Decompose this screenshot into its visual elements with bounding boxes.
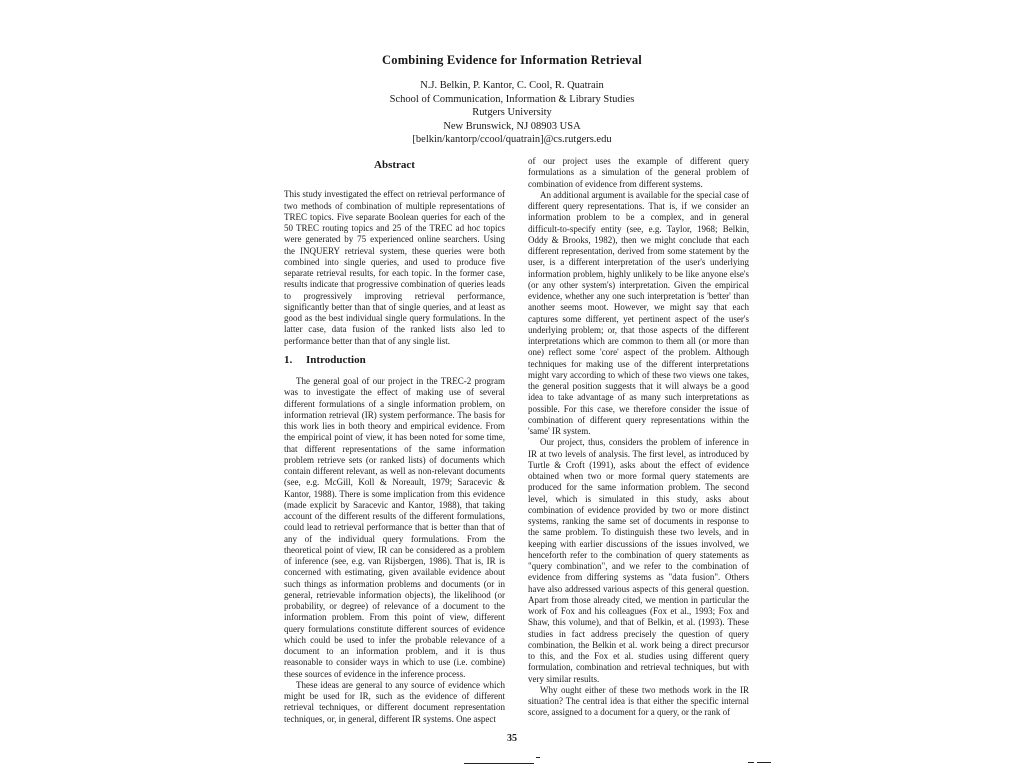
affiliation: School of Communication, Information & Library Studies: [389, 93, 635, 105]
location: New Brunswick, NJ 08903 USA: [443, 120, 581, 132]
paper-title: Combining Evidence for Information Retrieval: [382, 53, 642, 67]
abstract-heading: Abstract: [374, 159, 415, 171]
left-column: [284, 160, 505, 725]
author-block: [0, 79, 1024, 147]
footer-rule: [757, 762, 771, 763]
university: Rutgers University: [472, 107, 552, 118]
right-paragraph-4: Why ought either of these two methods work in the IR situation? The central idea is that either the specific internal score, assigned to a document for a query, or the rank of: [528, 684, 749, 718]
abstract-text: This study investigated the effect on retrieval performance of two methods of combination of multiple representations of TREC topics. Five separate Boolean queries for each of the 50 TREC routing topics and 25 of the TREC ad hoc topics were generated by 75 experienced online searchers. Using the INQUERY retrieval system, these queries were both combined into single queries, and used to produce five separate retrieval results, for each topic. In the former case, results indicate that progressive combination of queries leads to progressively improving retrieval performance, significantly better than that of single queries, and at least as good as the best individual single query formulations. In the latter case, data fusion of the ranked lists also led to performance better than that of any single list.: [284, 189, 505, 346]
email: [belkin/kantorp/ccool/quatrain]@cs.rutgers.edu: [412, 134, 612, 145]
right-paragraph-1: of our project uses the example of different query formulations as a simulation of the general problem of combination of evidence from different systems.: [528, 156, 749, 189]
section-heading-introduction: [284, 355, 505, 366]
page-number: 35: [507, 733, 517, 744]
intro-paragraph-1: The general goal of our project in the TREC-2 program was to investigate the effect of making use of several different formulations of a single information problem, on information retrieval (IR) system performance. The basis for this work lies in both theory and empirical evidence. From the empirical point of view, it has been noted for some time, that different representations of the same information problem retrieve sets (or ranked lists) of documents which contain different relevant, as well as non-relevant documents (see, e.g. McGill, Koll & Noreault, 1979; Saracevic & Kantor, 1988). There is some implication from this evidence (made explicit by Saracevic and Kantor, 1988), that taking account of the different results of the different formulations, could lead to retrieval performance that is better than that of any of the individual query formulations. From the theoretical point of view, IR can be considered as a problem of inference (see, e.g. van Rijsbergen, 1986). That is, IR is concerned with estimating, given available evidence about such things as information problems and documents (or in general, retrievable information objects), the likelihood (or probability, or degree) of relevance of a document to the information problem. From this point of view, different query formulations constitute different sources of evidence which could be used to infer the probable relevance of a document to an information problem, and it is thus reasonable to consider ways in which to use (i.e. combine) these sources of evidence in the inference process.: [284, 376, 505, 679]
intro-paragraph-2: These ideas are general to any source of evidence which might be used for IR, such as the evidence of different retrieval techniques, or different document representation techniques, or, in general, different IR systems. One aspect: [284, 679, 505, 724]
footer-mark: [536, 757, 540, 758]
footer-mark: [748, 762, 754, 763]
right-column: [528, 156, 749, 719]
right-paragraph-2: An additional argument is available for the special case of different query representations. That is, if we consider an information problem to be a complex, and in general difficult-to-specify entity (see, e.g. Taylor, 1968; Belkin, Oddy & Brooks, 1982), then we might conclude that each different representation, derived from some statement by the user, is a different interpretation of the user's underlying information problem, highly unlikely to be like anyone else's (or any other system's) interpretation. Given the empirical evidence, whether any one such interpretation is 'better' than another seems moot. However, we might say that each captures some different, yet pertinent aspect of the user's underlying problem; or, that those aspects of the different interpretations which are common to them all (or more than one) reflect some 'core' aspect of the problem. Although techniques for making use of the different interpretations might vary according to which of these two views one takes, the general position suggests that it will always be a good idea to take advantage of as many such interpretations as possible. For this case, we therefore consider the issue of combination of different query representations within the 'same' IR system.: [528, 189, 750, 436]
right-paragraph-3: Our project, thus, considers the problem of inference in IR at two levels of analysis. The first level, as introduced by Turtle & Croft (1991), asks about the effect of evidence obtained when two or more formal query statements are produced for the same information problem. The second level, which is simulated in this study, asks about combination of evidence provided by two or more distinct systems, ranking the same set of documents in response to the same problem. To distinguish these two levels, and in keeping with earlier discussions of the issues involved, we henceforth refer to the combination of query statements as "query combination", and we refer to the combination of evidence from differing systems as "data fusion". Others have also addressed various aspects of this general question. Apart from those already cited, we mention in particular the work of Fox and his colleagues (Fox et al., 1993; Fox and Shaw, this volume), and that of Belkin, et al. (1993). These studies in fact address precisely the question of query combination, the Belkin et al. work being a direct precursor to this, and the Fox et al. studies using different query formulation, combination and retrieval techniques, but with very similar results.: [528, 437, 749, 684]
section-number: 1.: [284, 353, 293, 366]
authors: N.J. Belkin, P. Kantor, C. Cool, R. Quatrain: [420, 80, 604, 91]
footer-rule: [464, 763, 534, 764]
section-title: Introduction: [306, 353, 366, 366]
